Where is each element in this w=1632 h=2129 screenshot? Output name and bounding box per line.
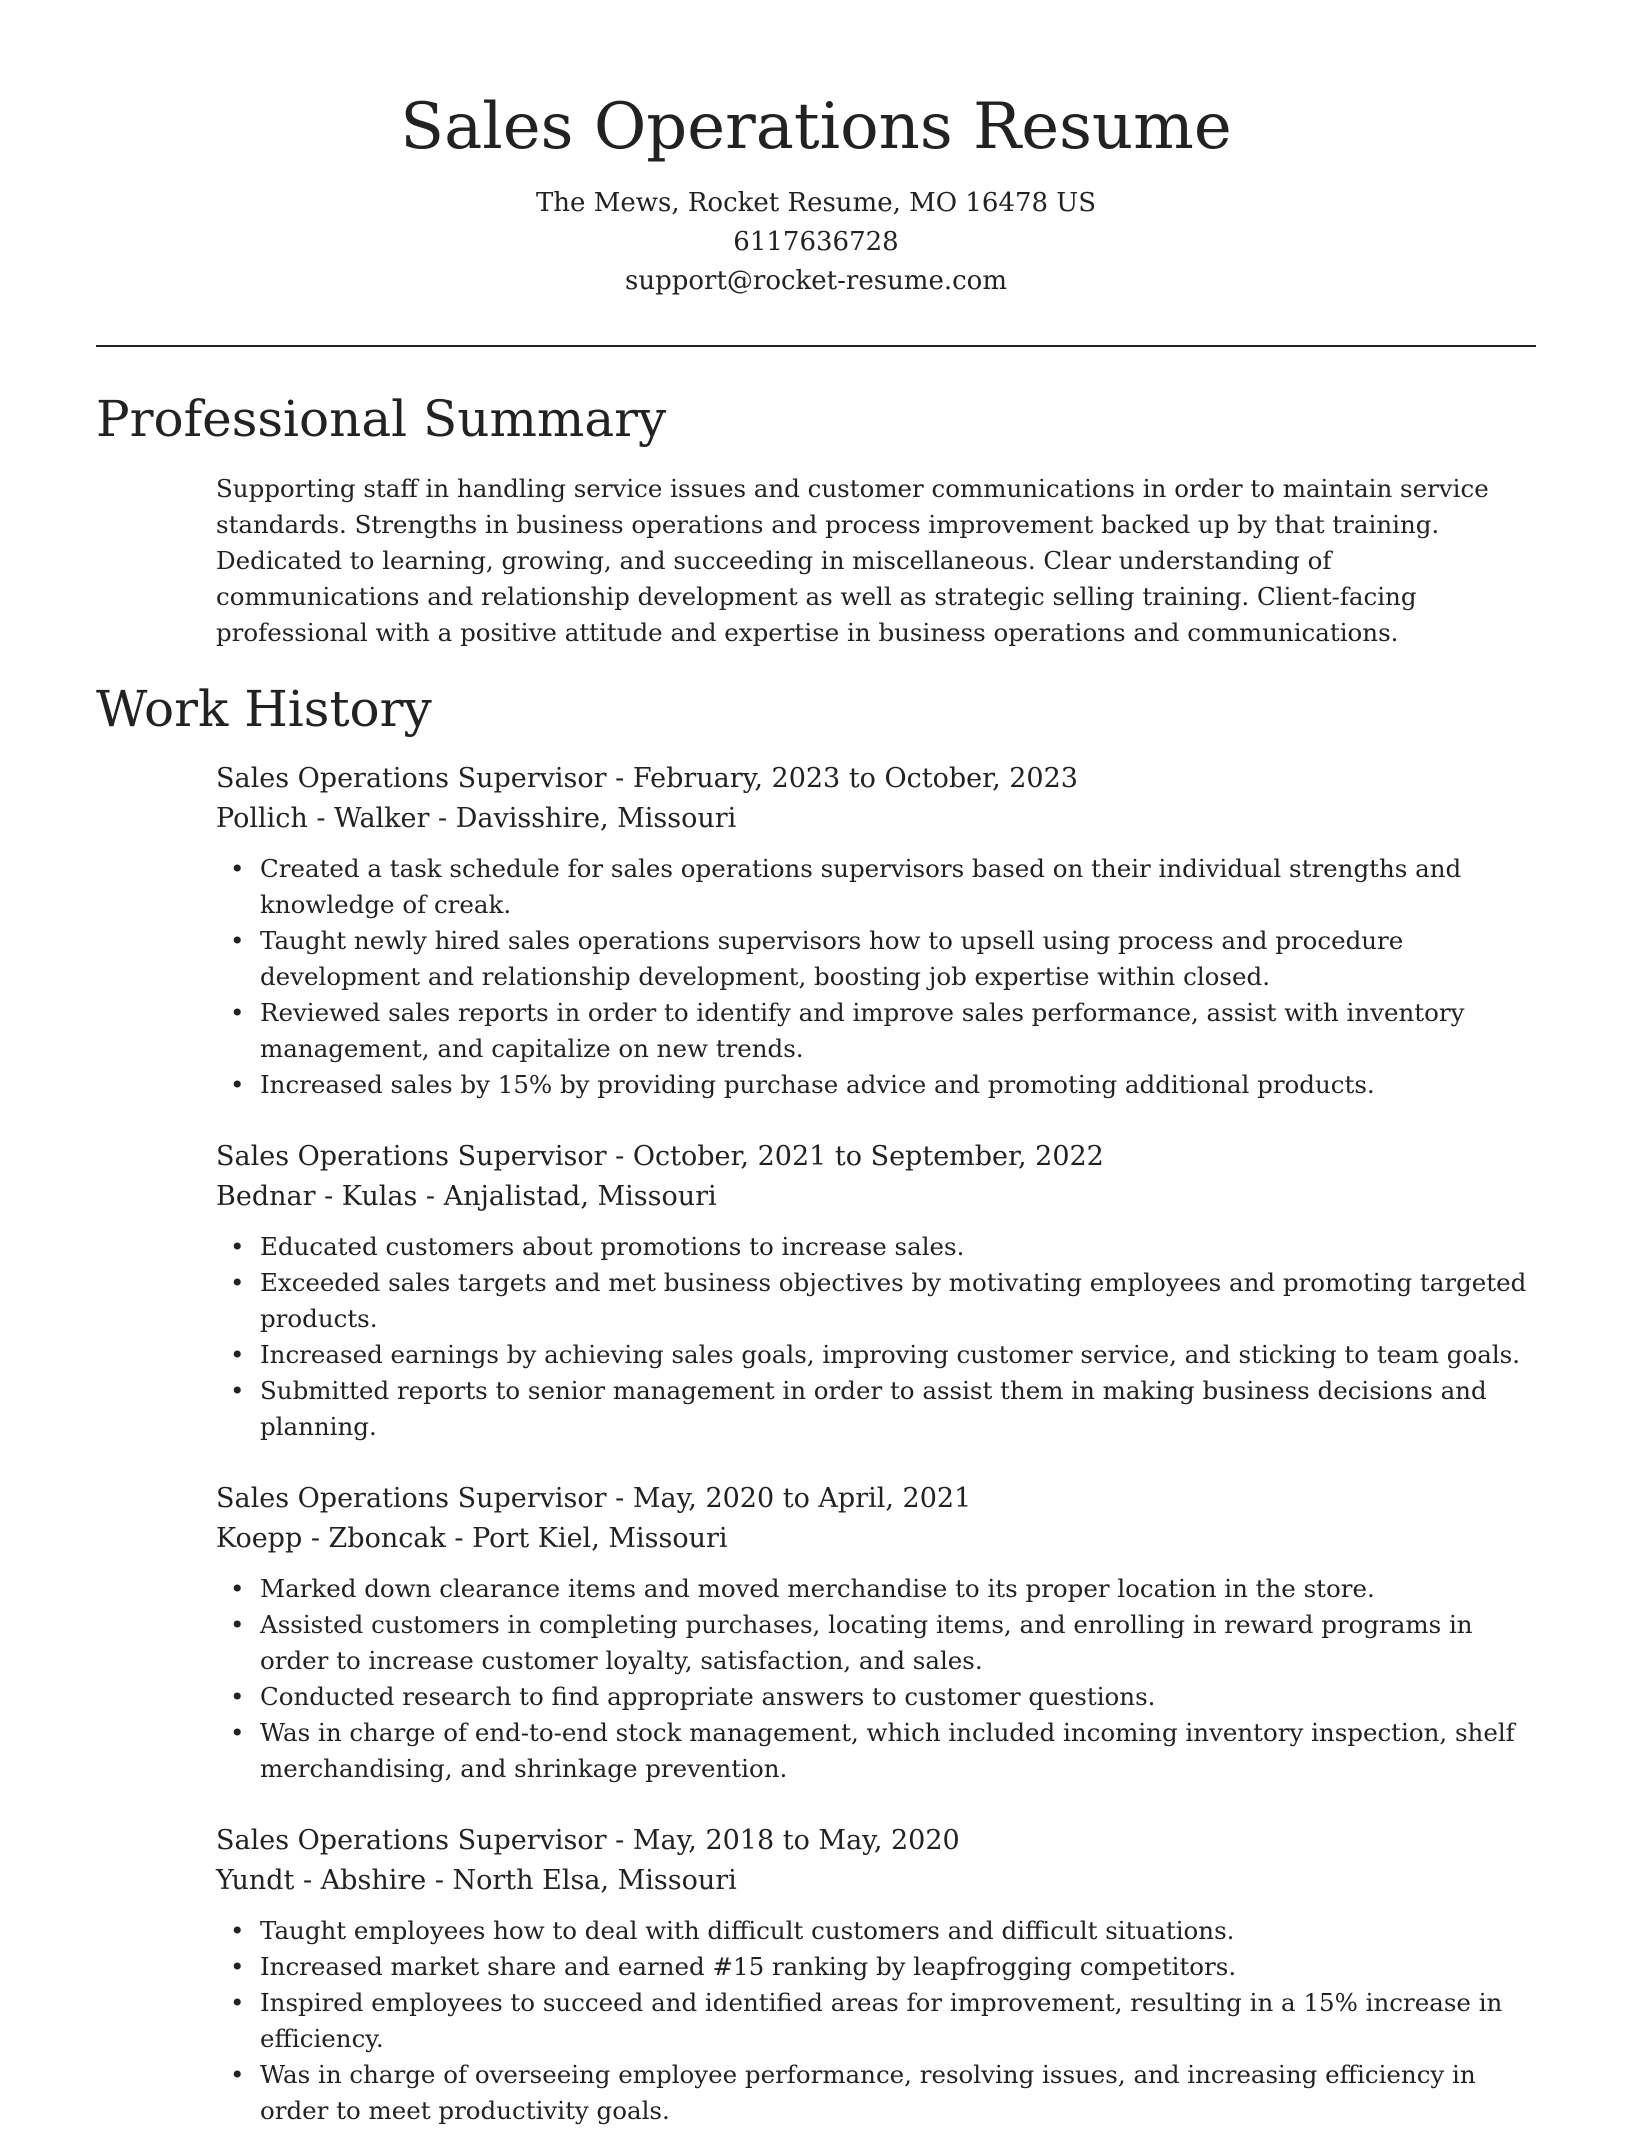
job-company-line bbox=[216, 1861, 1536, 1901]
bullet-dot-icon: • bbox=[230, 1682, 245, 1711]
bullet-item bbox=[216, 1949, 1536, 1985]
bullet-item bbox=[216, 1067, 1536, 1103]
bullet-text: Inspired employees to succeed and identified areas for improvement, resulting in a 15% increase in efficiency. bbox=[260, 1988, 1503, 2053]
job-location: - Davisshire, Missouri bbox=[429, 803, 737, 834]
job-title: Sales Operations Supervisor bbox=[216, 1141, 607, 1172]
bullet-item bbox=[216, 1229, 1536, 1265]
bullet-item bbox=[216, 923, 1536, 995]
bullet-text: Exceeded sales targets and met business objectives by motivating employees and promoting targeted products. bbox=[260, 1268, 1527, 1333]
bullet-item bbox=[216, 851, 1536, 923]
job-bullets bbox=[216, 1571, 1536, 1787]
bullet-dot-icon: • bbox=[230, 1070, 245, 1099]
company-name: Bednar - Kulas bbox=[216, 1181, 418, 1212]
job-bullets bbox=[216, 851, 1536, 1103]
bullet-dot-icon: • bbox=[230, 1574, 245, 1603]
phone-text: 6117636728 bbox=[733, 227, 899, 257]
header-divider bbox=[96, 345, 1536, 347]
resume-title: Sales Operations Resume bbox=[400, 90, 1232, 164]
job-dates: - May, 2020 to April, 2021 bbox=[606, 1483, 972, 1514]
job-company-line bbox=[216, 1519, 1536, 1559]
job-bullets bbox=[216, 1229, 1536, 1445]
job-entry-1 bbox=[216, 759, 1536, 1103]
bullet-dot-icon: • bbox=[230, 1340, 245, 1369]
bullet-text: Submitted reports to senior management in order to assist them in making business decisions and planning. bbox=[260, 1376, 1487, 1441]
resume-header bbox=[96, 0, 1536, 301]
bullet-text: Conducted research to find appropriate answers to customer questions. bbox=[260, 1682, 1156, 1711]
bullet-dot-icon: • bbox=[230, 1232, 245, 1261]
resume-page bbox=[96, 0, 1536, 2129]
bullet-item bbox=[216, 1337, 1536, 1373]
bullet-item bbox=[216, 1265, 1536, 1337]
job-dates: - February, 2023 to October, 2023 bbox=[606, 763, 1078, 794]
job-title-line bbox=[216, 1137, 1536, 1177]
bullet-text: Increased market share and earned #15 ranking by leapfrogging competitors. bbox=[260, 1952, 1237, 1981]
summary-paragraph: Supporting staff in handling service issues and customer communications in order to maintain service standards. Strengths in business operations and process improvement backed up by that training. Dedicated to learning, growing, and succeeding in miscellaneous. Clear understanding of communications and relationship development as well as strategic selling training. Client-facing professional with a positive attitude and expertise in business operations and communications. bbox=[216, 474, 1489, 647]
job-location: - Anjalistad, Missouri bbox=[417, 1181, 717, 1212]
summary-heading: Professional Summary bbox=[96, 390, 667, 448]
bullet-dot-icon: • bbox=[230, 1376, 245, 1405]
address-text: The Mews, Rocket Resume, MO 16478 US bbox=[535, 188, 1097, 218]
job-entry-4 bbox=[216, 1821, 1536, 2129]
bullet-text: Was in charge of overseeing employee performance, resolving issues, and increasing efficiency in order to meet productivity goals. bbox=[260, 2060, 1476, 2125]
bullet-item bbox=[216, 2057, 1536, 2129]
bullet-item bbox=[216, 1607, 1536, 1679]
job-title-line bbox=[216, 759, 1536, 799]
job-location: - North Elsa, Missouri bbox=[426, 1865, 737, 1896]
bullet-item bbox=[216, 1571, 1536, 1607]
job-company-line bbox=[216, 1177, 1536, 1217]
job-title: Sales Operations Supervisor bbox=[216, 1825, 607, 1856]
bullet-dot-icon: • bbox=[230, 2060, 245, 2089]
bullet-dot-icon: • bbox=[230, 1718, 245, 1747]
job-entry-3 bbox=[216, 1479, 1536, 1787]
bullet-text: Increased earnings by achieving sales goals, improving customer service, and sticking to team goals. bbox=[260, 1340, 1521, 1369]
bullet-item bbox=[216, 1913, 1536, 1949]
bullet-dot-icon: • bbox=[230, 1268, 245, 1297]
bullet-dot-icon: • bbox=[230, 1952, 245, 1981]
company-name: Koepp - Zboncak bbox=[216, 1523, 446, 1554]
bullet-dot-icon: • bbox=[230, 1916, 245, 1945]
bullet-item bbox=[216, 995, 1536, 1067]
work-history-heading: Work History bbox=[96, 680, 432, 738]
bullet-item bbox=[216, 1373, 1536, 1445]
job-title: Sales Operations Supervisor bbox=[216, 1483, 607, 1514]
job-location: - Port Kiel, Missouri bbox=[445, 1523, 728, 1554]
company-name: Pollich - Walker bbox=[216, 803, 430, 834]
bullet-text: Taught employees how to deal with difficult customers and difficult situations. bbox=[260, 1916, 1235, 1945]
bullet-text: Marked down clearance items and moved merchandise to its proper location in the store. bbox=[260, 1574, 1375, 1603]
job-title: Sales Operations Supervisor bbox=[216, 763, 607, 794]
bullet-text: Assisted customers in completing purchases, locating items, and enrolling in reward programs in order to increase customer loyalty, satisfaction, and sales. bbox=[260, 1610, 1473, 1675]
job-dates: - May, 2018 to May, 2020 bbox=[606, 1825, 960, 1856]
contact-block bbox=[96, 184, 1536, 301]
bullet-dot-icon: • bbox=[230, 1610, 245, 1639]
bullet-item bbox=[216, 1985, 1536, 2057]
job-title-line bbox=[216, 1821, 1536, 1861]
bullet-dot-icon: • bbox=[230, 854, 245, 883]
job-company-line bbox=[216, 799, 1536, 839]
bullet-text: Increased sales by 15% by providing purchase advice and promoting additional products. bbox=[260, 1070, 1375, 1099]
bullet-dot-icon: • bbox=[230, 926, 245, 955]
email-text: support@rocket-resume.com bbox=[624, 266, 1007, 296]
company-name: Yundt - Abshire bbox=[216, 1865, 427, 1896]
bullet-text: Educated customers about promotions to increase sales. bbox=[260, 1232, 965, 1261]
bullet-item bbox=[216, 1679, 1536, 1715]
bullet-text: Created a task schedule for sales operations supervisors based on their individual strengths and knowledge of creak. bbox=[260, 854, 1462, 919]
bullet-dot-icon: • bbox=[230, 1988, 245, 2017]
job-bullets bbox=[216, 1913, 1536, 2129]
bullet-text: Was in charge of end-to-end stock management, which included incoming inventory inspection, shelf merchandising, and shrinkage prevention. bbox=[260, 1718, 1515, 1783]
bullet-text: Taught newly hired sales operations supervisors how to upsell using process and procedure development and relationship development, boosting job expertise within closed. bbox=[260, 926, 1404, 991]
bullet-text: Reviewed sales reports in order to identify and improve sales performance, assist with inventory management, and capitalize on new trends. bbox=[260, 998, 1465, 1063]
job-entry-2 bbox=[216, 1137, 1536, 1445]
job-title-line bbox=[216, 1479, 1536, 1519]
job-dates: - October, 2021 to September, 2022 bbox=[606, 1141, 1104, 1172]
bullet-item bbox=[216, 1715, 1536, 1787]
bullet-dot-icon: • bbox=[230, 998, 245, 1027]
